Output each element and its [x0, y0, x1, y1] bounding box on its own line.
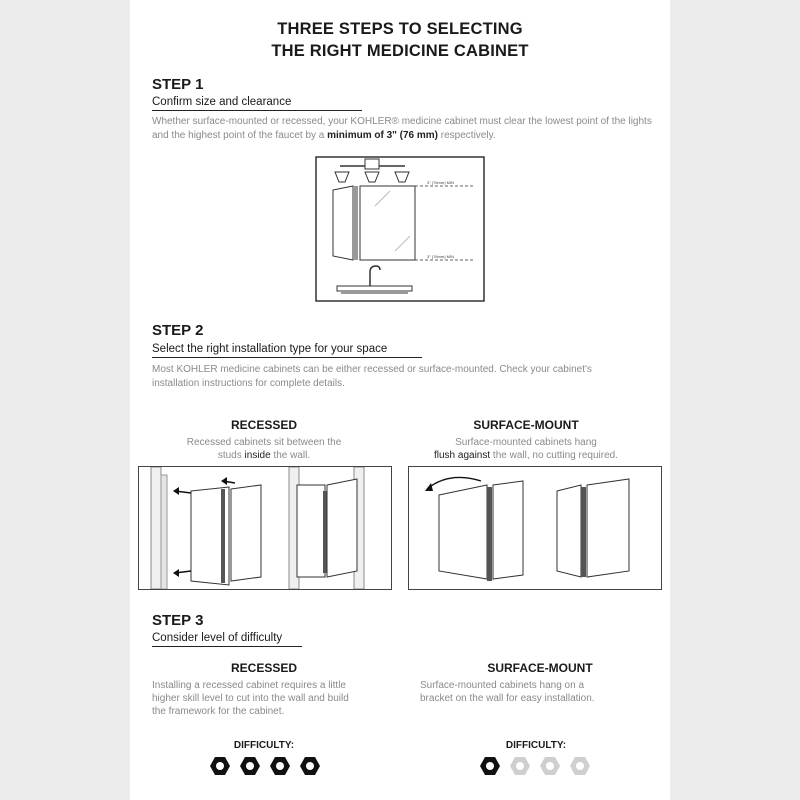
hex-nut-icon	[540, 756, 560, 776]
recessed-difficulty-desc	[152, 679, 392, 718]
surface-desc-line-1: Surface-mounted cabinets hang	[455, 437, 597, 448]
surface-mount-illustration	[408, 466, 662, 590]
recessed-diff-line-3: the framework for the cabinet.	[152, 706, 285, 717]
hex-nut-icon	[300, 756, 320, 776]
step2-text: Most KOHLER medicine cabinets can be either recessed or surface-mounted. Check your cabinet's installation instructions for complete details.	[152, 364, 592, 389]
surface-desc-line-2-after: the wall, no cutting required.	[490, 450, 618, 461]
recessed-heading-3: RECESSED	[230, 661, 298, 675]
recessed-illustration	[138, 466, 392, 590]
hex-nut-icon	[240, 756, 260, 776]
hex-nut-icon	[210, 756, 230, 776]
step1-text-bold: minimum of 3" (76 mm)	[327, 129, 439, 141]
recessed-diff-line-1: Installing a recessed cabinet requires a little	[152, 680, 346, 691]
recessed-desc-line-2-bold: inside	[244, 450, 271, 461]
infographic-page	[130, 0, 670, 800]
step2-heading: STEP 2	[152, 322, 204, 339]
step1-text	[152, 115, 652, 142]
page-title	[130, 18, 670, 62]
step1-text-after: respectively.	[438, 129, 496, 141]
step2-subheading: Select the right installation type for your space	[152, 343, 422, 358]
hex-nut-icon	[570, 756, 590, 776]
recessed-desc-line-2-before: studs	[217, 450, 245, 461]
hex-nut-icon	[270, 756, 290, 776]
step3-subheading: Consider level of difficulty	[152, 632, 302, 647]
clearance-diagram	[315, 156, 485, 302]
clearance-label-bottom: 3" (76mm) MIN	[427, 254, 454, 259]
surface-heading-3: SURFACE-MOUNT	[487, 661, 593, 675]
surface-difficulty-label: DIFFICULTY:	[505, 740, 567, 751]
surface-diff-line-1: Surface-mounted cabinets hang on a	[420, 680, 584, 691]
surface-desc-2	[406, 436, 646, 462]
hex-nut-icon	[510, 756, 530, 776]
step1-text-before: Whether surface-mounted or recessed, your KOHLER® medicine cabinet must clear the lowest point of the lights and the highest point of the faucet by a	[152, 116, 652, 141]
recessed-difficulty-rating	[210, 756, 320, 778]
surface-desc-line-2-bold: flush against	[433, 450, 491, 461]
step1-heading: STEP 1	[152, 76, 204, 93]
recessed-desc-line-2-after: the wall.	[270, 450, 311, 461]
recessed-desc-2	[144, 436, 384, 462]
title-line-1: THREE STEPS TO SELECTING	[277, 20, 523, 38]
surface-difficulty-rating	[480, 756, 590, 778]
surface-cabinet-drawing	[409, 467, 661, 589]
surface-diff-line-2: bracket on the wall for easy installation.	[420, 693, 595, 704]
recessed-heading-2: RECESSED	[230, 418, 298, 432]
recessed-desc-line-2	[144, 449, 384, 462]
hex-nut-icon	[480, 756, 500, 776]
recessed-diff-line-2: higher skill level to cut into the wall and build	[152, 693, 349, 704]
recessed-cabinet-drawing	[139, 467, 391, 589]
recessed-difficulty-label: DIFFICULTY:	[233, 740, 295, 751]
clearance-label-top: 3" (76mm) MIN	[427, 180, 454, 185]
recessed-desc-line-1: Recessed cabinets sit between the	[186, 437, 342, 448]
step3-heading: STEP 3	[152, 612, 204, 629]
surface-heading-2: SURFACE-MOUNT	[473, 418, 579, 432]
surface-difficulty-desc	[420, 679, 660, 705]
surface-desc-line-2	[406, 449, 646, 462]
title-line-2: THE RIGHT MEDICINE CABINET	[271, 42, 529, 60]
step1-subheading: Confirm size and clearance	[152, 96, 362, 111]
